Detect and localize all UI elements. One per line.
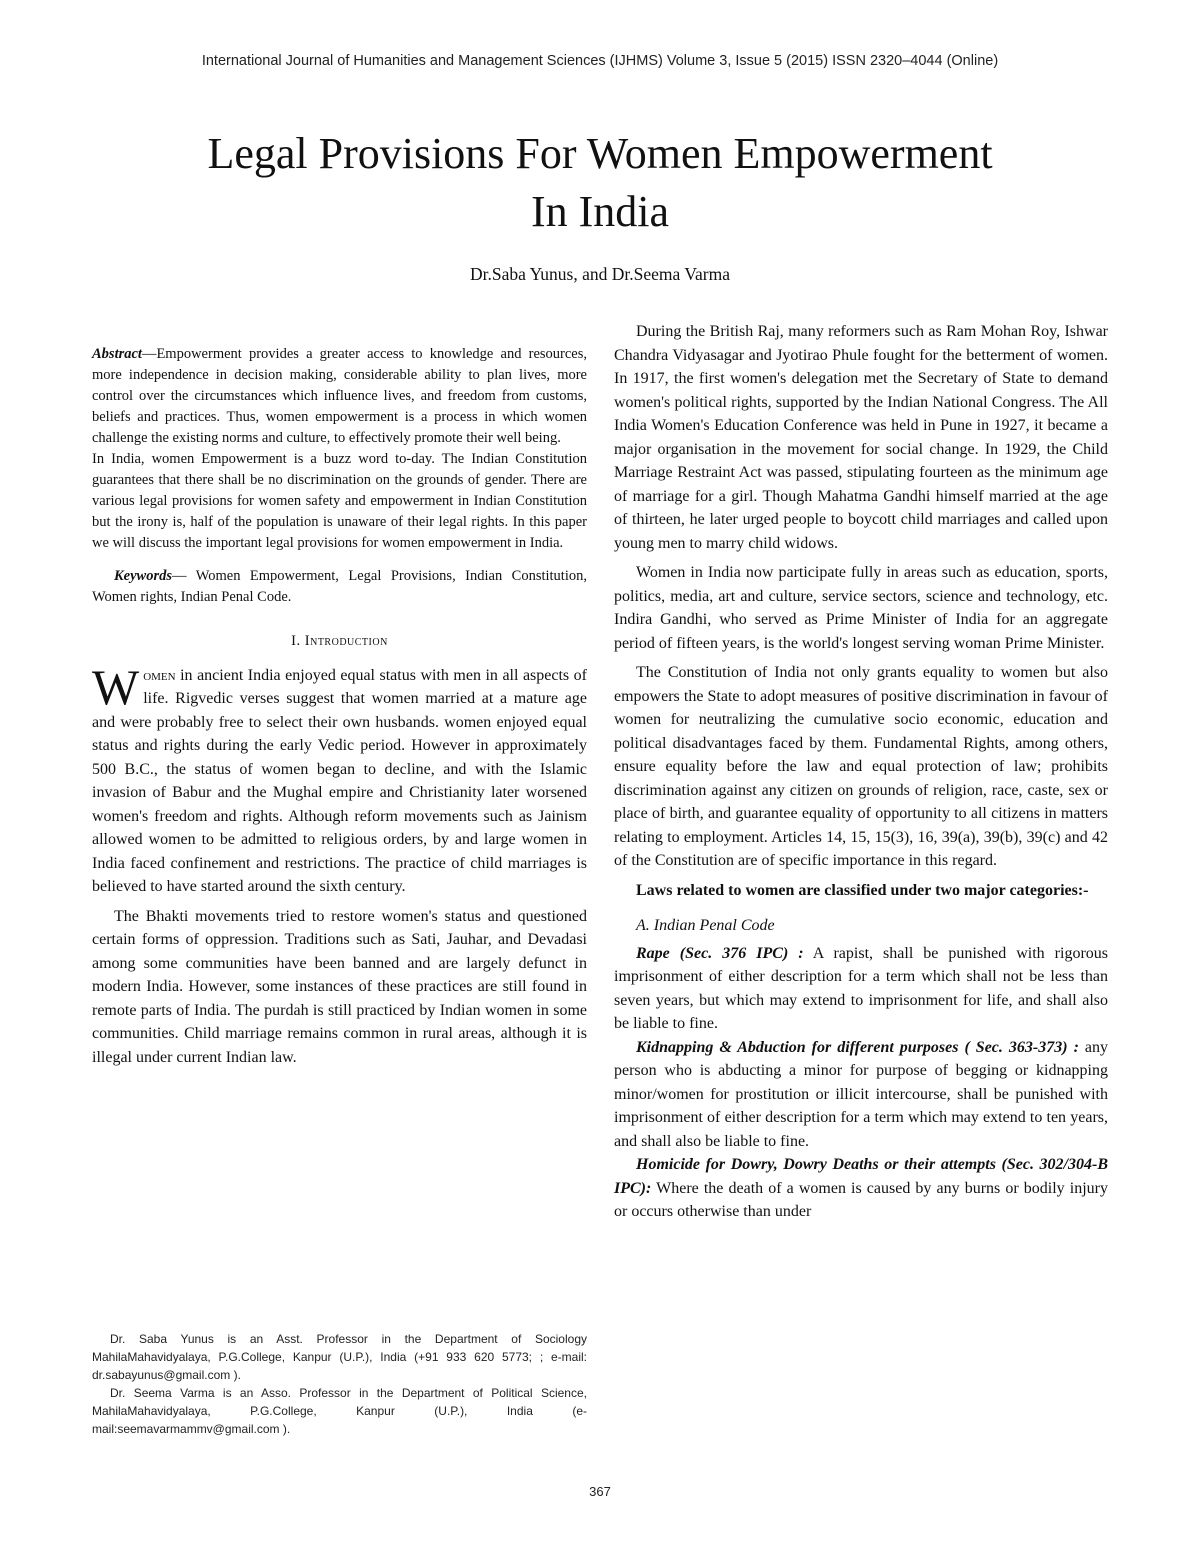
author-footnotes [92,1330,587,1438]
homicide-provision [614,1153,1108,1224]
rape-term: Rape (Sec. 376 IPC) : [636,944,804,962]
kidnapping-term: Kidnapping & Abduction for different purposes ( Sec. 363-373) : [636,1038,1079,1056]
keywords-text: Women Empowerment, Legal Provisions, Indian Constitution, Women rights, Indian Penal Code. [92,568,587,605]
abstract-dash: — [141,346,157,362]
right-paragraph-3: The Constitution of India not only grants equality to women but also empowers the State to adopt measures of positive discrimination in favour of women for neutralizing the cumulative socio economic, education and political disadvantages faced by them. Fundamental Rights, among others, ensure equality before the law and equal protection of law; prohibits discrimination against any citizen on grounds of religion, race, caste, sex or place of birth, and guarantee equality of opportunity to all citizens in matters relating to employment. Articles 14, 15, 15(3), 16, 39(a), 39(b), 39(c) and 42 of the Constitution are of specific importance in this regard. [614,664,1108,869]
right-paragraph-2: Women in India now participate fully in areas such as education, sports, politics, media, art and culture, service sectors, science and technology, etc. Indira Gandhi, who served as Prime Minister of India for an aggregate period of fifteen years, is the world's longest serving woman Prime Minister. [614,564,1108,652]
subsection-heading-ipc: A. Indian Penal Code [636,917,775,934]
section-title: Introduction [304,633,388,649]
laws-heading: Laws related to women are classified under two major categories:- [636,881,1089,899]
homicide-term: Homicide for Dowry, Dowry Deaths or their attempts (Sec. 302/304-B IPC): [614,1156,1108,1197]
paper-title [100,125,1100,241]
abstract-label: Abstract [92,346,142,362]
title-line-1: Legal Provisions For Women Empowerment [207,129,993,178]
section-number: I. [291,633,301,649]
keywords [92,566,587,608]
keywords-label: Keywords [114,568,172,584]
journal-header: International Journal of Humanities and Management Sciences (IJHMS) Volume 3, Issue 5 (2015) ISSN 2320–4044 (Online) [201,53,999,69]
rape-provision [614,942,1108,1036]
abstract [92,344,587,554]
footnote-1: Dr. Saba Yunus is an Asst. Professor in the Department of Sociology MahilaMahavidyalaya, P.G.College, Kanpur (U.P.), India (+91 933 620 5773; ; e-mail: dr.sabayunus@gmail.com ). [92,1332,587,1382]
footnote-2: Dr. Seema Varma is an Asso. Professor in the Department of Political Science, MahilaMahavidyalaya, P.G.College, Kanpur (U.P.), India (e-mail:seemavarmammv@gmail.com ). [92,1386,587,1436]
left-column [92,344,587,1069]
right-column [614,320,1108,1224]
right-paragraph-1: During the British Raj, many reformers such as Ram Mohan Roy, Ishwar Chandra Vidyasagar and Jyotirao Phule fought for the betterment of women. In 1917, the first women's delegation met the Secretary of State to demand women's political rights, supported by the Indian National Congress. The All India Women's Education Conference was held in Pune in 1927, it became a major organisation in the movement for social change. In 1929, the Child Marriage Restraint Act was passed, stipulating fourteen as the minimum age of marriage for a girl. Though Mahatma Gandhi himself married at the age of thirteen, he later urged people to boycott child marriages and called upon young men to marry child widows. [614,323,1108,552]
kidnapping-provision [614,1036,1108,1154]
dropcap-letter: W [92,658,140,715]
keywords-dash: — [172,568,187,584]
kidnapping-text: any person who is abducting a minor for purpose of begging or kidnapping minor/women for prostitution or illicit intercourse, shall be punished with imprisonment of either description for a term which may extend to ten years, and shall also be liable to fine. [614,1038,1109,1150]
intro-paragraph-2: The Bhakti movements tried to restore women's status and questioned certain forms of oppression. Traditions such as Sati, Jauhar, and Devadasi among some communities have been banned and are largely defunct in modern India. However, some instances of these practices are still found in remote parts of India. The purdah is still practiced by Indian women in some communities. Child marriage remains common in rural areas, although it is illegal under current Indian law. [92,907,587,1066]
intro-paragraph-1 [92,658,587,899]
section-heading-introduction [92,630,587,654]
abstract-text: Empowerment provides a greater access to knowledge and resources, more independence in decision making, considerable ability to plan lives, more control over the circumstances which influence lives, and freedom from customs, beliefs and practices. Thus, women empowerment is a process in which women challenge the existing norms and culture, to effectively promote their well being. [92,346,587,446]
rape-text: A rapist, shall be punished with rigorous imprisonment of either description for a term which shall not be less than seven years, but which may extend to imprisonment for life, and shall also be liable to fine. [614,944,1109,1032]
abstract-paragraph [92,344,587,449]
page-number: 367 [589,1484,611,1499]
homicide-text: Where the death of a women is caused by any burns or bodily injury or occurs otherwise than under [614,1179,1108,1220]
intro-p1-text: in ancient India enjoyed equal status with men in all aspects of life. Rigvedic verses suggest that women married at a mature age and were probably free to select their own husbands. women enjoyed equal status and rights during the early Vedic period. However in approximately 500 B.C., the status of women began to decline, and with the Islamic invasion of Babur and the Mughal empire and Christianity later worsened women's freedom and rights. Although reform movements such as Jainism allowed women to be admitted to religious orders, by and large women in India faced confinement and restrictions. The practice of child marriages is believed to have started around the sixth century. [92,666,587,895]
first-word: omen [143,666,176,684]
title-line-2: In India [530,187,670,236]
authors: Dr.Saba Yunus, and Dr.Seema Varma [469,264,731,284]
abstract-paragraph-2: In India, women Empowerment is a buzz word to-day. The Indian Constitution guarantees that there shall be no discrimination on the grounds of gender. There are various legal provisions for women safety and empowerment in Indian Constitution but the irony is, half of the population is unaware of their legal rights. In this paper we will discuss the important legal provisions for women empowerment in India. [92,451,587,551]
